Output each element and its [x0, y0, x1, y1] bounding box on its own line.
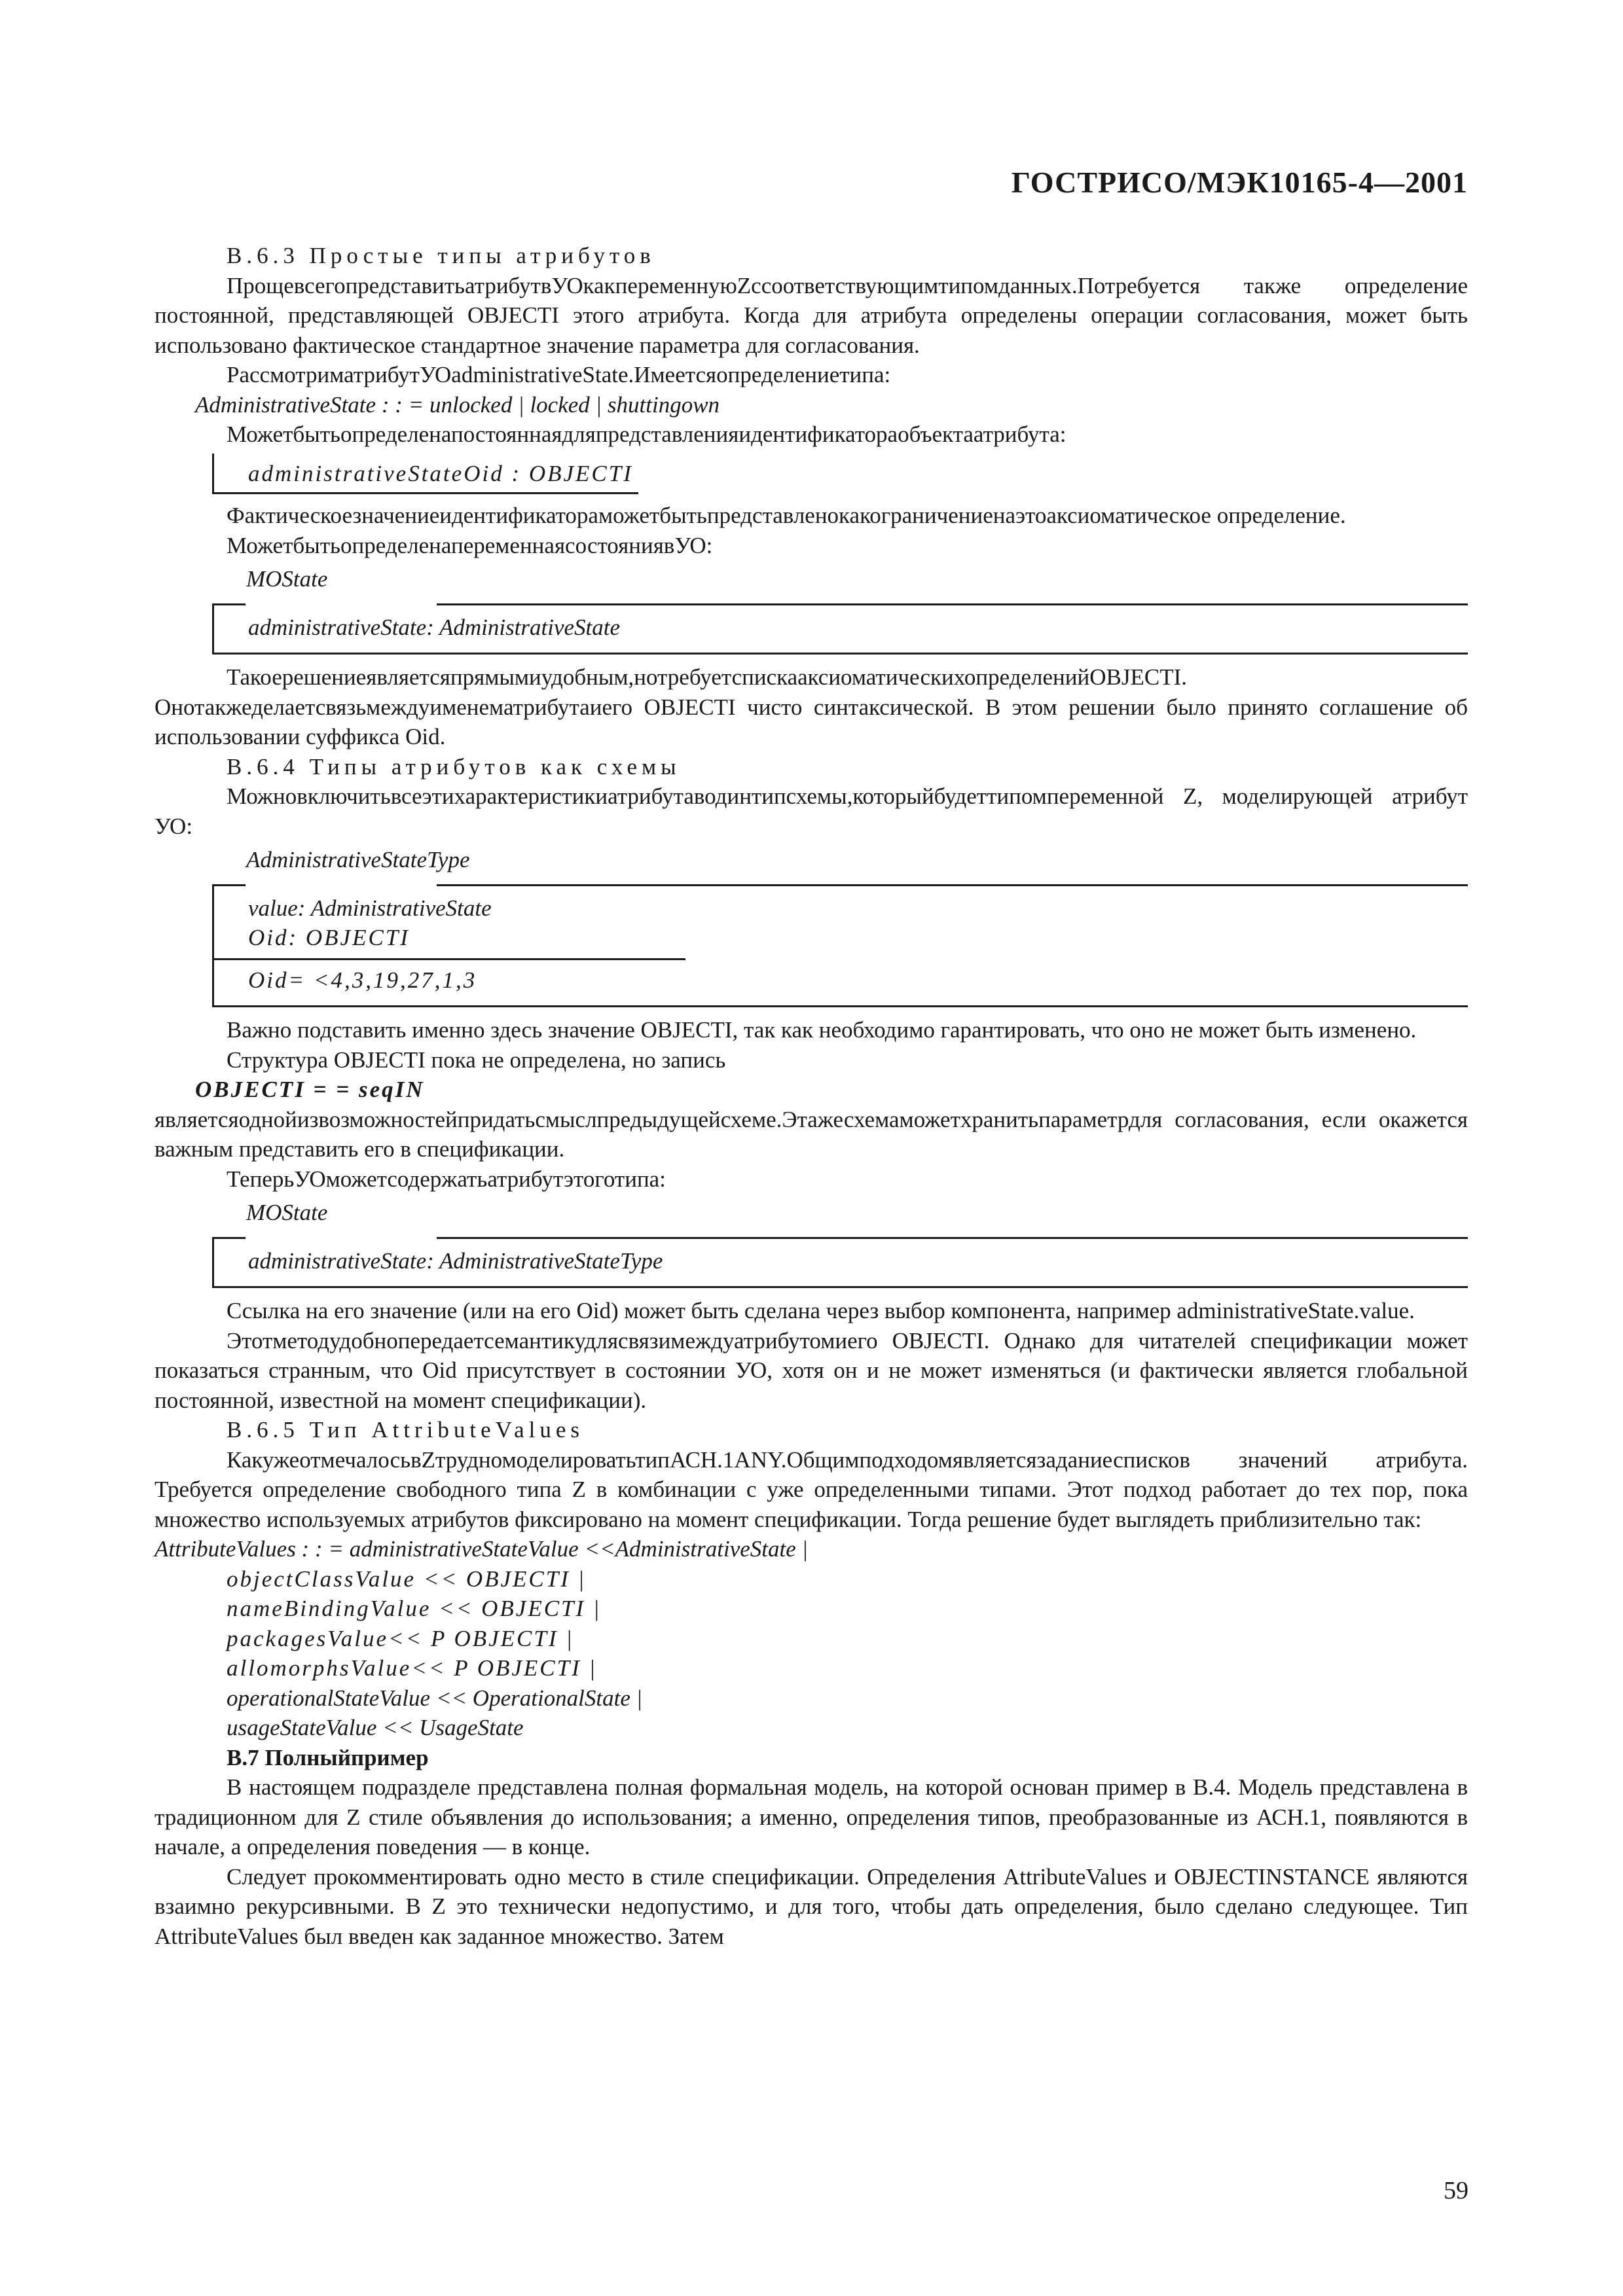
paragraph: Следует прокомментировать одно место в стиле спецификации. Определения AttributeValues и OBJECTINSTANCE являются взаимно рекурсивными. В Z это технически недопустимо, и для того, чтобы дать определения, было сделано следующее. Тип AttributeValues был введен как заданное множество. Затем	[155, 1863, 1468, 1949]
schema-name: AdministrativeStateType	[246, 847, 470, 872]
paragraph: Такоерешениеявляетсяпрямымиудобным,нотребуетспискааксиоматическихопределенийOBJECTI. Онотакжеделаетсвязьмеждуименематрибутаиего OBJECTI чисто синтаксической. В этом решении было принято соглашение об использовании суффикса Oid.	[155, 664, 1468, 749]
schema-name: MOState	[246, 566, 328, 592]
definition-line: usageStateValue << UsageState	[227, 1715, 524, 1740]
document-header: ГОСТРИСО/МЭК10165-4—2001	[1011, 166, 1468, 199]
free-type-definition	[155, 1534, 1468, 1743]
definition-line: packagesValue<< P OBJECTI |	[227, 1625, 574, 1651]
paragraph: МожетбытьопределенапеременнаясостояниявУО:	[227, 532, 713, 558]
page-content	[155, 241, 1468, 1951]
paragraph: Можновключитьвсеэтихарактеристикиатрибутаводинтипсхемы,которыйбудеттипомпеременной Z, моделирующей атрибут УО:	[155, 783, 1468, 839]
schema-administrative-state-type	[212, 845, 1468, 1007]
axiomatic-definition	[212, 454, 638, 495]
type-definition: AdministrativeState : : = unlocked | locked | shuttingown	[195, 391, 720, 418]
paragraph: Структура OBJECTI пока не определена, но запись	[227, 1047, 726, 1073]
schema-box	[212, 1237, 1468, 1289]
schema-declaration: administrativeState: AdministrativeStateType	[248, 1247, 663, 1274]
definition-line: allomorphsValue<< P OBJECTI |	[227, 1655, 598, 1681]
schema-declaration: value: AdministrativeState	[248, 895, 492, 921]
paragraph: Этотметодудобнопередаетсемантикудлясвязимеждуатрибутомиего OBJECTI. Однако для читателей спецификации может показаться странным, что Oid присутствует в состоянии УО, хотя он и не может изменяться (и фактически является глобальной постоянной, известной на момент спецификации).	[155, 1327, 1468, 1413]
schema-divider	[214, 958, 685, 960]
paragraph: КакужеотмечалосьвZтрудномоделироватьтипАСН.1ANY.Общимподходомявляетсязаданиесписков значений атрибута. Требуется определение свободного типа Z в комбинации с уже определенными типами. Этот подход работает до тех пор, пока множество используемых атрибутов фиксировано на момент спецификации. Тогда решение будет выглядеть приблизительно так:	[155, 1446, 1468, 1532]
definition-line: objectClassValue << OBJECTI |	[227, 1566, 587, 1592]
paragraph: Ссылка на его значение (или на его Oid) может быть сделана через выбор компонента, например administrativeState.value.	[227, 1298, 1415, 1323]
page-number: 59	[1444, 2177, 1468, 2204]
section-heading-b7: В.7 Полныйпример	[227, 1744, 429, 1770]
schema-declaration: Oid: OBJECTI	[248, 925, 410, 950]
schema-box	[212, 603, 1468, 655]
schema-declaration: administrativeState: AdministrativeState	[248, 614, 621, 640]
paragraph: Важно подставить именно здесь значение OBJECTI, так как необходимо гарантировать, что оно не может быть изменено.	[227, 1017, 1417, 1043]
schema-predicate: Oid= <4,3,19,27,1,3	[248, 967, 477, 993]
schema-box	[212, 884, 1468, 1008]
schema-mostate	[212, 564, 1468, 655]
paragraph: являетсяоднойизвозможностейпридатьсмыслпредыдущейсхеме.Этажесхемаможетхранитьпараметрдля согласования, если окажется важным представить его в спецификации.	[155, 1106, 1468, 1162]
section-heading-b64: В.6.4 Типы атрибутов как схемы	[227, 753, 681, 780]
axiomatic-definition-text: administrativeStateOid : OBJECTI	[248, 460, 633, 486]
schema-name: MOState	[246, 1200, 328, 1225]
section-heading-b63: В.6.3 Простые типы атрибутов	[227, 243, 655, 268]
section-heading-b65: В.6.5 Тип AttributeValues	[227, 1417, 584, 1443]
paragraph: Можетбытьопределенапостояннаядляпредставленияидентификатораобъектаатрибута:	[227, 422, 1067, 447]
paragraph: В настоящем подразделе представлена полная формальная модель, на которой основан пример в В.4. Модель представлена в традиционном для Z стиле объявления до использования; а именно, определения типов, преобразованные из АСН.1, появляются в начале, а определения поведения — в конце.	[155, 1774, 1468, 1859]
paragraph: Фактическоезначениеидентификатораможетбытьпредставленокакограничениенаэтоаксиоматическое определение.	[227, 503, 1346, 528]
paragraph: ТеперьУОможетсодержатьатрибутэтоготипа:	[227, 1166, 666, 1192]
formula: OBJECTI = = seqIN	[195, 1077, 425, 1102]
paragraph: РассмотриматрибутУОadministrativeState.Имеетсяопределениетипа:	[227, 362, 891, 387]
definition-line: nameBindingValue << OBJECTI |	[227, 1596, 602, 1621]
paragraph: ПрощевсегопредставитьатрибутвУОкакпеременнуюZссоответствующимтипомданных.Потребуется также определение постоянной, представляющей OBJECTI этого атрибута. Когда для атрибута определены операции согласования, может быть использовано фактическое стандартное значение параметра для согласования.	[155, 272, 1468, 358]
definition-line: operationalStateValue << OperationalState |	[227, 1685, 643, 1711]
schema-mostate-2	[212, 1198, 1468, 1288]
definition-line: AttributeValues : : = administrativeStateValue <<AdministrativeState |	[155, 1536, 809, 1562]
